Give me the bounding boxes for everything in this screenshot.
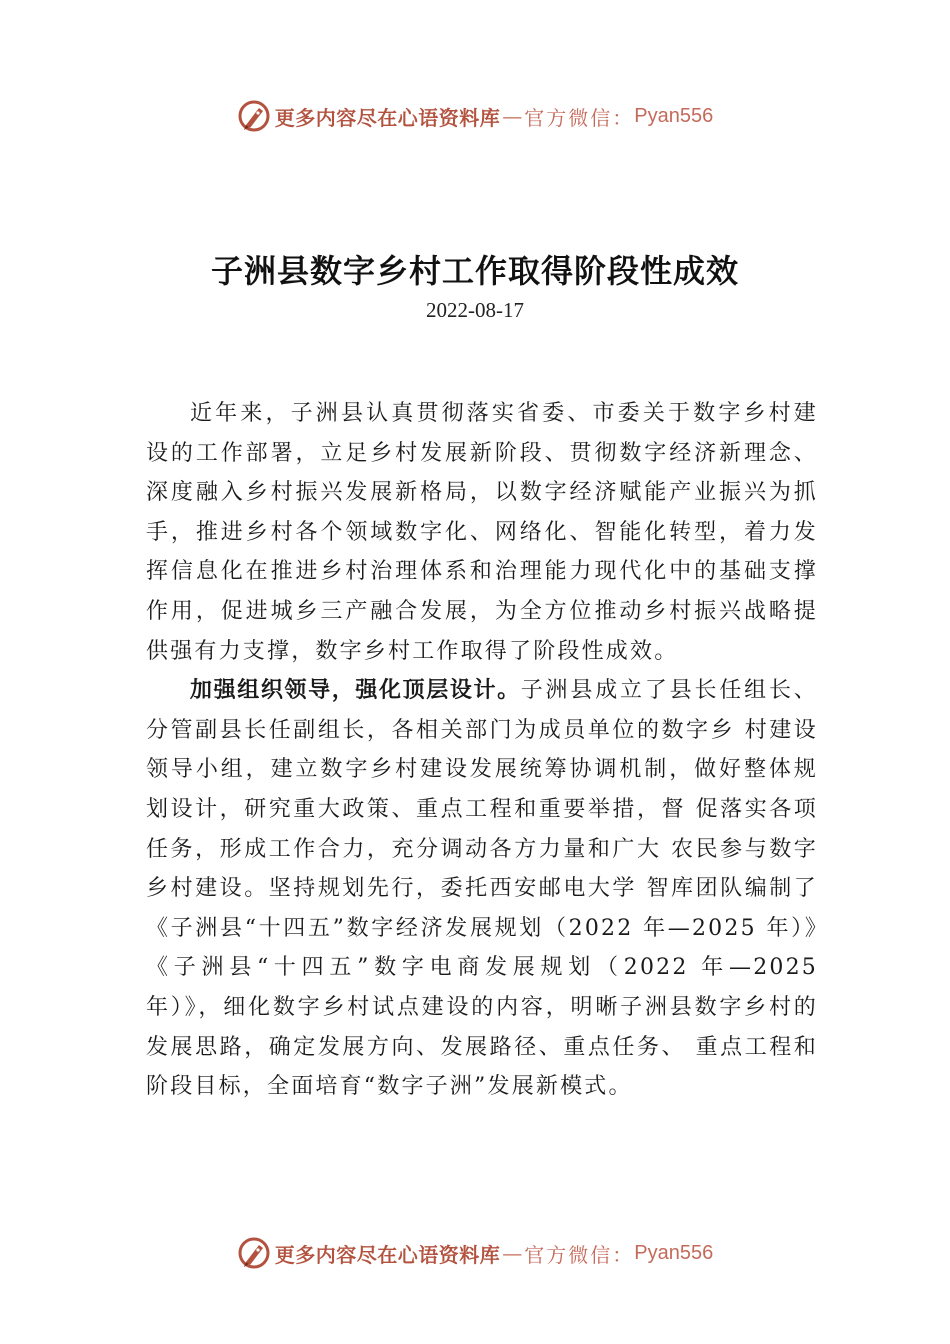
paragraph-organization-text: 子洲县成立了县长任组长、分管副县长任副组长，各相关部门为成员单位的数字乡 村建设领导小组，建立数字乡村建设发展统筹协调机制，做好整体规划设计，研究重大政策、重点工程和重要举措，督 促落实各项任务，形成工作合力，充分调动各方力量和广大 农民参与数字乡村建设。坚持规划先行，委托西安邮电大学 智库团队编制了《子洲县“十四五”数字经济发展规划（2022 年—2025 年）》《子洲县“十四五”数字电商发展规划（2022 年—2025 年）》，细化数字乡村试点建设的内容，明晰子洲县数字乡村的发展思路，确定发展方向、发展路径、重点任务、 重点工程和阶段目标，全面培育“数字子洲”发展新模式。 (146, 678, 818, 1100)
banner-dash: — (502, 104, 523, 128)
pen-logo-icon (237, 1236, 271, 1270)
header-watermark-banner (0, 96, 950, 136)
banner-main-text: 更多内容尽在心语资料库 (274, 1242, 501, 1267)
document-body (146, 394, 818, 1107)
banner-wechat-label: 官方微信： (524, 1242, 635, 1267)
banner-wechat-label: 官方微信： (524, 105, 635, 130)
banner-dash: — (502, 1241, 523, 1265)
banner-main-text: 更多内容尽在心语资料库 (274, 105, 501, 130)
document-title: 子洲县数字乡村工作取得阶段性成效 (210, 252, 739, 290)
pen-logo-icon (237, 99, 271, 133)
document-date: 2022-08-17 (426, 298, 524, 322)
paragraph-lead-heading: 加强组织领导，强化顶层设计。 (190, 678, 521, 704)
footer-watermark-banner (0, 1233, 950, 1273)
banner-wechat-id: Pyan556 (634, 104, 714, 127)
paragraph-organization (146, 671, 818, 1107)
paragraph-intro: 近年来，子洲县认真贯彻落实省委、市委关于数字乡村建设的工作部署，立足乡村发展新阶段、贯彻数字经济新理念、深度融入乡村振兴发展新格局，以数字经济赋能产业振兴为抓手，推进乡村各个领域数字化、网络化、智能化转型，着力发挥信息化在推进乡村治理体系和治理能力现代化中的基础支撑作用，促进城乡三产融合发展，为全方位推动乡村振兴战略提供强有力支撑，数字乡村工作取得了阶段性成效。 (146, 401, 818, 664)
banner-wechat-id: Pyan556 (634, 1241, 714, 1264)
